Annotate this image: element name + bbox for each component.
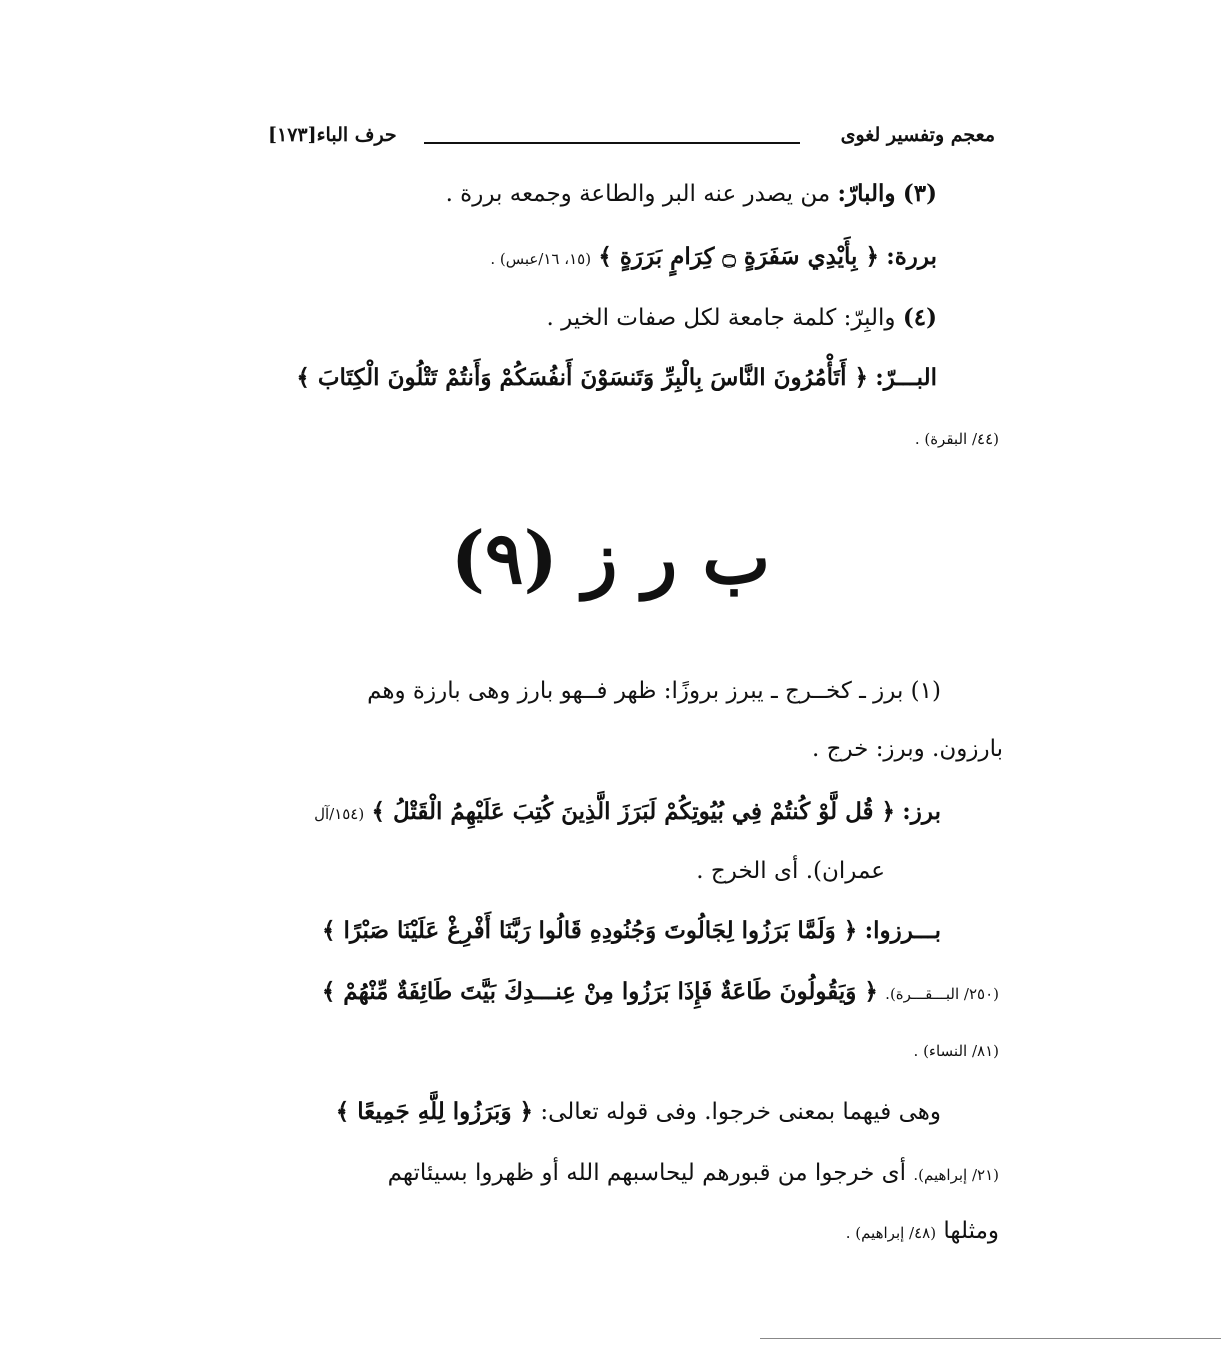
- quran-reference: (٤٤/ البقرة) .: [914, 430, 999, 448]
- root-line-4: عمران). أى الخرج .: [696, 858, 885, 884]
- entry-definition: من يصدر عنه البر والطاعة وجمعه بررة .: [445, 181, 831, 207]
- root-line-10: [846, 1218, 999, 1244]
- quran-reference: (٢٥٠/ البـــقـــرة).: [885, 985, 999, 1003]
- quran-reference: (١٥٤/آل: [314, 805, 365, 823]
- entry-number: (٣): [902, 180, 937, 207]
- quran-quote: ﴿ وَلَمَّا بَرَزُوا لِجَالُوتَ وَجُنُودِهِ قَالُوا رَبَّنَا أَفْرِغْ عَلَيْنَا صَبْرًا ﴾: [321, 917, 858, 944]
- quran-quote: ﴿ أَتَأْمُرُونَ النَّاسَ بِالْبِرِّ وَتَنسَوْنَ أَنفُسَكُمْ وَأَنتُمْ تَتْلُونَ الْكِتَابَ ﴾: [296, 364, 868, 391]
- root-line-2: بارزون. وبرز: خرج .: [812, 736, 1003, 762]
- root-line-6: [322, 978, 999, 1005]
- quran-quote: ﴿ بِأَيْدِي سَفَرَةٍ ۝ كِرَامٍ بَرَرَةٍ ﴾: [598, 243, 879, 270]
- quran-reference: (٨١/ النساء) .: [913, 1042, 999, 1060]
- section-label: حرف الباء[١٧٣]: [268, 124, 397, 146]
- quran-quote: ﴿ قُل لَّوْ كُنتُمْ فِي بُيُوتِكُمْ لَبَرَزَ الَّذِينَ كُتِبَ عَلَيْهِمُ الْقَتْلُ ﴾: [371, 798, 895, 825]
- entry-definition: كلمة جامعة لكل صفات الخير .: [546, 305, 837, 331]
- quran-quote: ﴿ وَبَرَزُوا لِلَّهِ جَمِيعًا ﴾: [335, 1098, 534, 1125]
- quran-reference: (٢١/ إبراهيم).: [913, 1166, 999, 1184]
- explanation-text: ومثلها: [943, 1218, 999, 1244]
- book-title: معجم وتفسير لغوى: [840, 124, 995, 146]
- entry-3: [446, 180, 937, 207]
- root-line-8: [336, 1098, 941, 1125]
- root-line-5: [322, 917, 941, 944]
- entry-word: بررة:: [886, 243, 937, 270]
- entry-bararah: [490, 243, 937, 270]
- entry-4: [546, 304, 937, 331]
- root-line-9: [388, 1160, 999, 1186]
- entry-word: البـــرّ:: [875, 364, 937, 391]
- entry-al-birr: [296, 364, 937, 391]
- bottom-edge-rule: [760, 1338, 1221, 1339]
- entry-number: (٤): [902, 304, 937, 331]
- entry-word: والبِرّ:: [843, 305, 896, 331]
- quran-reference: (٤٨/ إبراهيم) .: [845, 1224, 937, 1242]
- header-rule: [424, 142, 800, 144]
- entry-word: والبارّ:: [837, 180, 896, 207]
- root-line-3: [314, 798, 941, 825]
- quran-reference: (١٥، ١٦/عبس) .: [490, 250, 592, 268]
- entry-word: برز:: [902, 798, 941, 825]
- root-line-1: (١) برز ـ كخــرج ـ يبرز بروزًا: ظهر فــهو بارز وهى بارزة وهم: [367, 678, 941, 704]
- explanation-text: أى خرجوا من قبورهم ليحاسبهم الله أو ظهروا بسيئاتهم: [387, 1160, 907, 1186]
- quran-quote: ﴿ وَيَقُولُونَ طَاعَةٌ فَإِذَا بَرَزُوا مِنْ عِنـــدِكَ بَيَّتَ طَائِفَةٌ مِّنْهُمْ ﴾: [321, 978, 878, 1005]
- root-heading: ب ر ز (٩): [450, 515, 771, 600]
- explanation-text: وهى فيهما بمعنى خرجوا. وفى قوله تعالى:: [540, 1099, 941, 1125]
- entry-word: بـــرزوا:: [864, 917, 941, 944]
